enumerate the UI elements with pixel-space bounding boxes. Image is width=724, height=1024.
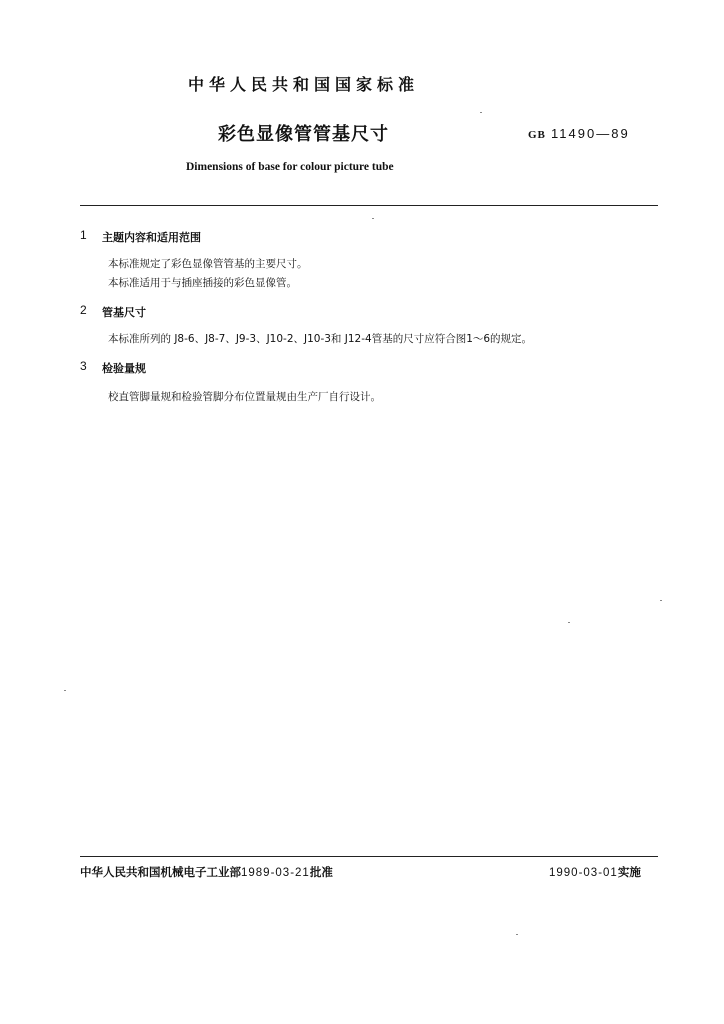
scan-speck xyxy=(372,218,374,219)
effective-date: 1990-03-01 xyxy=(549,867,618,879)
scan-speck xyxy=(516,934,518,935)
section-3-line-1: 校直管脚量规和检验管脚分布位置量规由生产厂自行设计。 xyxy=(108,391,381,403)
section-2-line-1: 本标准所列的 J8-6、J8-7、J9-3、J10-2、J10-3和 J12-4管基的尺寸应符合图1～6的规定。 xyxy=(108,333,533,345)
effective-suffix: 实施 xyxy=(617,865,641,879)
scan-speck xyxy=(480,112,482,113)
header-divider xyxy=(80,205,658,206)
english-title: Dimensions of base for colour picture tube xyxy=(186,161,394,173)
section-2-title: 管基尺寸 xyxy=(102,306,146,319)
section-3-title: 检验量规 xyxy=(102,362,146,375)
approval-organization: 中华人民共和国机械电子工业部 xyxy=(80,865,241,879)
scan-speck xyxy=(64,690,66,691)
effective-line xyxy=(549,864,641,880)
section-1-title: 主题内容和适用范围 xyxy=(102,231,201,244)
standard-prefix: GB xyxy=(528,129,546,141)
section-2-number: 2 xyxy=(80,303,87,317)
national-standard-heading: 中华人民共和国国家标准 xyxy=(188,75,420,94)
standard-code: 11490—89 xyxy=(551,126,630,141)
approval-line xyxy=(80,864,333,880)
scan-speck xyxy=(660,600,662,601)
footer-divider xyxy=(80,856,658,857)
approval-date: 1989-03-21 xyxy=(241,867,310,879)
section-1-line-2: 本标准适用于与插座插接的彩色显像管。 xyxy=(108,277,297,289)
scan-speck xyxy=(568,622,570,623)
document-title: 彩色显像管管基尺寸 xyxy=(218,124,389,145)
section-3-number: 3 xyxy=(80,359,87,373)
approval-suffix: 批准 xyxy=(309,865,333,879)
standard-number xyxy=(528,126,630,142)
section-1-line-1: 本标准规定了彩色显像管管基的主要尺寸。 xyxy=(108,258,308,270)
section-1-number: 1 xyxy=(80,228,87,242)
